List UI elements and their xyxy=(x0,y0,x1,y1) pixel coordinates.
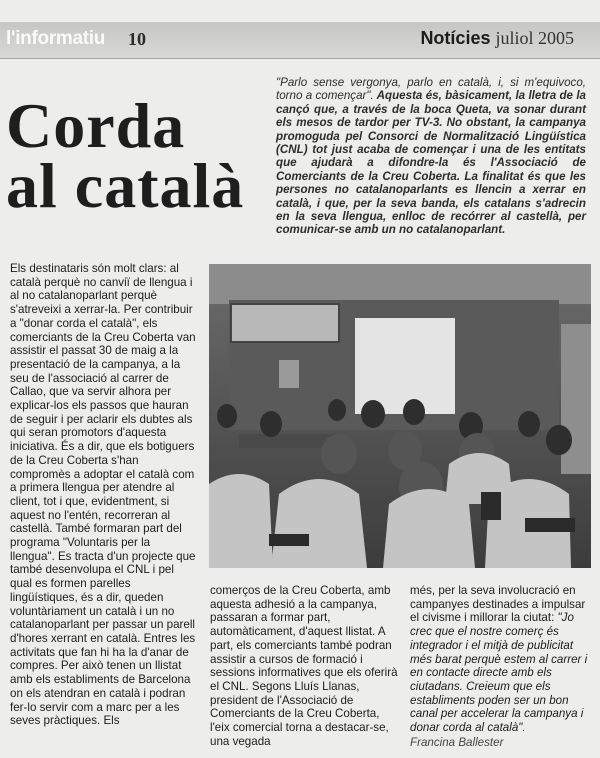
president-quote: "Jo crec que el nostre comerç és integrador i el mitjà de publicitat més barat perquè estem al carrer i en contacte directe amb els ciutadans. Creieum que els establiments poden ser un bon canal per accelerar la campanya i donar corda al català". xyxy=(410,611,588,735)
body-column-3-text: més, per la seva involucració en campanyes destinades a impulsar el civisme i millorar la ciutat: xyxy=(410,584,586,625)
lead-quote: "Parlo sense vergonya, parlo en català, i, si m'equivoco, torno a començar". xyxy=(276,76,586,103)
lead-body: Aquesta és, bàsicament, la lletra de la cançó que, a través de la boca Queta, va sonar durant els mesos de tardor per TV-3. No obstant, la campanya promoguda pel Consorci de Normalització Lingüística (CNL) tot just acaba de començar i una de les entitats que ajudarà a difondre-la és l'Associació de Comerciants de la Creu Coberta. La finalitat és que les persones no catalanoparlants es llencin a xerrar en català, i que, per la seva banda, els catalans s'adrecin en la seva llengua, enlloc de recórrer al castellà, per comunicar-se amb un no catalanoparlant. xyxy=(276,89,586,237)
event-photo xyxy=(209,264,591,568)
publication-name: l'informatiu xyxy=(6,28,106,49)
article-author: Francina Ballester xyxy=(410,735,504,749)
body-column-1: Els destinataris són molt clars: al català perquè no canviï de llengua i al no catalanoparlant perquè s'atreveixi a xerrar-la. Per contribuir a "donar corda el català", els comerciants de la Creu Coberta van assistir el passat 30 de maig a la presentació de la campanya, a la seu de l'associació al carrer de Callao, que va servir alhora per explicar-los els passos que hauran de seguir i per aclarir els dubtes als qui seran promotors d'aquesta iniciativa. És a dir, que els botiguers de la Creu Coberta s'han compromès a adoptar el català com a primera llengua per atendre al client, tot i que, evidentment, si aquest no l'entén, recorreran al castellà. També formaran part del programa "Voluntaris per la llengua". Es tracta d'un projecte que també desenvolupa el CNL i pel qual es formen parelles lingüístiques, és a dir, queden voluntàriament un català i un no catalanoparlant per passar un parell d'hores xerrant en català. Entres les activitats que fan hi ha la d'anar de compres. Per això tenen un llistat amb els establiments de Barcelona on els atendran en català i podran fer-lo servir com a marc per a les seves pràctiques. Els xyxy=(10,262,196,728)
article-title xyxy=(6,90,276,221)
audience-presentation-image xyxy=(209,264,591,568)
article-lead xyxy=(276,76,586,237)
title-line-1: Corda xyxy=(6,90,186,161)
title-line-2: al català xyxy=(6,150,245,221)
section-name: Notícies xyxy=(420,28,491,48)
section-label xyxy=(420,28,574,49)
page-number: 10 xyxy=(128,29,146,49)
newspaper-header xyxy=(0,22,600,59)
body-column-2: comerços de la Creu Coberta, amb aquesta adhesió a la campanya, passaran a formar part, automàticament, d'aquest llistat. A part, els comerciants també podran assistir a cursos de formació i sessions informatives que els oferirà el CNL. Segons Lluís Llanas, president de l'Associació de Comerciants de la Creu Coberta, l'eix comercial torna a destacar-se, una vegada xyxy=(210,584,398,748)
issue-date: juliol 2005 xyxy=(495,28,574,48)
body-column-3 xyxy=(410,584,594,749)
